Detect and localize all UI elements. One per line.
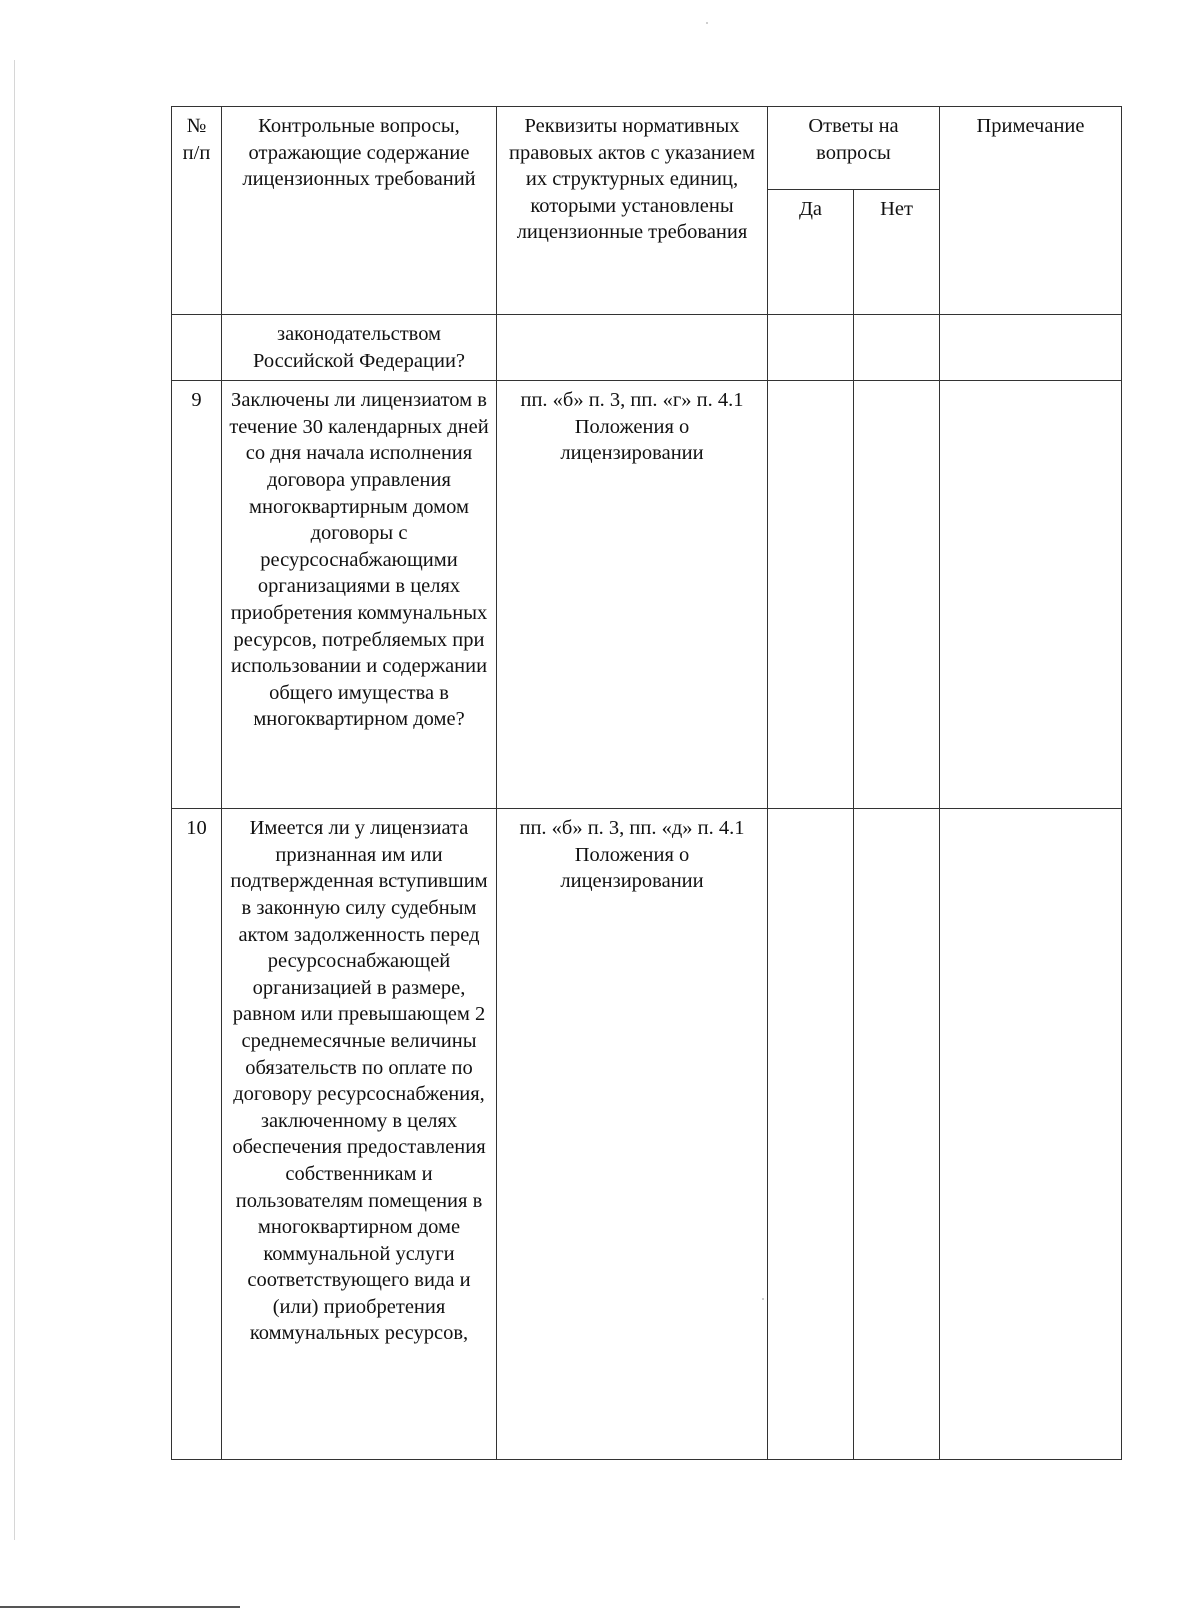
header-num: № п/п xyxy=(172,107,222,315)
row-question: Заключены ли лицензиатом в течение 30 календарных дней со дня начала исполнения договора управления многоквартирным домом договоры с ресурсоснабжающими организациями в целях приобретения коммунальных ресурсов, потребляемых при использовании и содержании общего имущества в многоквартирном доме? xyxy=(222,381,497,809)
row-requisites: пп. «б» п. 3, пп. «г» п. 4.1 Положения о лицензировании xyxy=(497,381,768,809)
header-yes: Да xyxy=(768,190,854,315)
header-row xyxy=(172,107,1122,190)
table-row xyxy=(172,809,1122,1460)
row-note xyxy=(940,809,1122,1460)
row-yes xyxy=(768,315,854,381)
scan-edge-bottom xyxy=(0,1606,240,1608)
header-answers: Ответы на вопросы xyxy=(768,107,940,190)
row-yes xyxy=(768,381,854,809)
row-num xyxy=(172,315,222,381)
row-question: Имеется ли у лицензиата признанная им или подтвержденная вступившим в законную силу судебным актом задолженность перед ресурсоснабжающей организацией в размере, равном или превышающем 2 среднемесячные величины обязательств по оплате по договору ресурсоснабжения, заключенному в целях обеспечения предоставления собственникам и пользователям помещения в многоквартирном доме коммунальной услуги соответствующего вида и (или) приобретения коммунальных ресурсов, xyxy=(222,809,497,1460)
row-question: законодательством Российской Федерации? xyxy=(222,315,497,381)
scan-edge-left xyxy=(14,60,15,1540)
row-requisites: пп. «б» п. 3, пп. «д» п. 4.1 Положения о лицензировании xyxy=(497,809,768,1460)
checklist-table xyxy=(171,106,1122,1460)
row-num: 10 xyxy=(172,809,222,1460)
table-row xyxy=(172,381,1122,809)
row-requisites xyxy=(497,315,768,381)
header-requisites: Реквизиты нормативных правовых актов с указанием их структурных единиц, которыми установлены лицензионные требования xyxy=(497,107,768,315)
row-yes xyxy=(768,809,854,1460)
row-no xyxy=(854,381,940,809)
row-no xyxy=(854,809,940,1460)
header-no: Нет xyxy=(854,190,940,315)
header-note: Примечание xyxy=(940,107,1122,315)
scan-speck xyxy=(706,22,708,24)
header-questions: Контрольные вопросы, отражающие содержание лицензионных требований xyxy=(222,107,497,315)
table-row xyxy=(172,315,1122,381)
row-note xyxy=(940,315,1122,381)
row-note xyxy=(940,381,1122,809)
row-num: 9 xyxy=(172,381,222,809)
row-no xyxy=(854,315,940,381)
